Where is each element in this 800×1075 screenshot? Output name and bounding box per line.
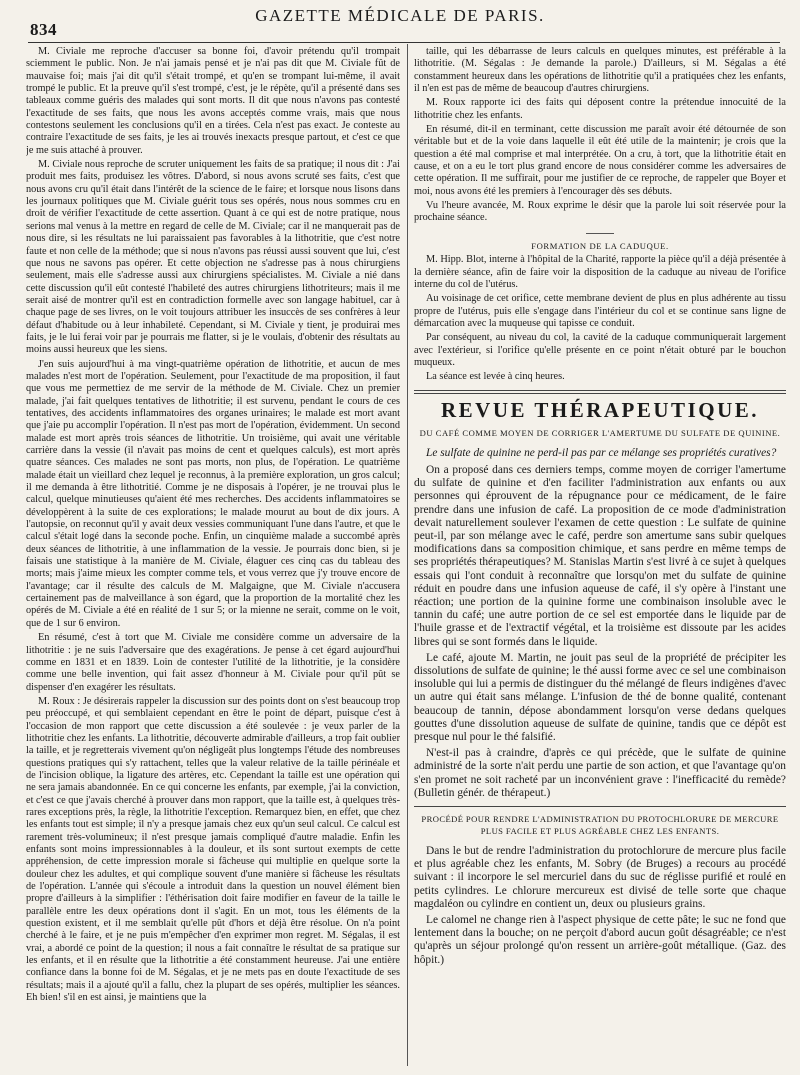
paragraph: Au voisinage de cet orifice, cette membrane devient de plus en plus adhérente au tissu propre de l'utérus, puis elle s'engage dans l'intérieur du col et se continue sans ligne de démarcation avec la muqueuse qui tapisse ce conduit. xyxy=(414,293,786,329)
paragraph: On a proposé dans ces derniers temps, comme moyen de corriger l'amertume du sulfate de quinine et d'en faciliter l'administration aux enfants ou aux personnes qui éprouvent de la répugnance pour ce médicament, de le faire prendre dans une infusion de café. La proposition de ce mode d'administration devait naturellement soulever l'examen de cette question : Le sulfate de quinine peut-il, par son mélange avec le café, perdre son amertume sans subir quelques modifications dans sa composition chimique, et sans perdre en même temps de ses propriétés thérapeutiques? M. Stanislas Martin s'est livré à ce sujet à quelques essais qui l'ont conduit à reconnaître que lorsqu'on met du sulfate de quinine réduit en poudre dans une infusion aqueuse de café, il s'y opère à l'instant une réaction; une portion de la quinine forme une combinaison insoluble avec le tannin du café; une autre portion de ce sel est emportée dans le liquide par de l'huile grasse et de l'extractif végétal, et la troisième est dissoute par les acides libres qui se sont formés dans le liquide. xyxy=(414,463,786,648)
article-title-line: PLUS FACILE ET PLUS AGRÉABLE CHEZ LES ENFANTS. xyxy=(480,826,720,837)
section-rule xyxy=(414,390,786,391)
paragraph: En résumé, c'est à tort que M. Civiale me considère comme un adversaire de la lithotritie : je ne suis l'adversaire que des exagérations. Je pense à cet égard aujourd'hui comme en 1831 et en 1839. Loin de contester l'utilité de la lithotritie, je la considère comme une belle invention, qui fait assez d'honneur à M. Civiale pour qu'il pût se dispenser d'en exagérer les résultats. xyxy=(26,632,400,693)
paragraph: Le calomel ne change rien à l'aspect physique de cette pâte; le suc ne fond que lentement dans la bouche; on ne perçoit d'abord aucun goût désagréable; ce n'est qu'après un séjour prolongé qu'on ressent un arrière-goût métallique. (Gaz. des hôpit.) xyxy=(414,914,786,966)
paragraph: Vu l'heure avancée, M. Roux exprime le désir que la parole lui soit réservée pour la prochaine séance. xyxy=(414,200,786,224)
left-column xyxy=(26,46,400,1062)
section-rule xyxy=(414,393,786,394)
paragraph: Par conséquent, au niveau du col, la cavité de la caduque communiquerait largement avec l'extérieur, si l'orifice qu'elle présente en ce point n'était obturé par le bouchon muqueux. xyxy=(414,332,786,368)
paragraph: M. Roux rapporte ici des faits qui déposent contre la prétendue innocuité de la lithotritie chez les enfants. xyxy=(414,97,786,121)
article-body-protochlorure xyxy=(414,845,786,967)
section-heading-caduque: FORMATION DE LA CADUQUE. xyxy=(531,240,669,251)
section-rule xyxy=(414,806,786,807)
article-body-cafe xyxy=(414,464,786,800)
revue-title: REVUE THÉRAPEUTIQUE. xyxy=(441,397,759,422)
paragraph: Dans le but de rendre l'administration du protochlorure de mercure plus facile et plus agréable chez les enfants, M. Sobry (de Bruges) a recours au procédé suivant : il incorpore le sel mercuriel dans du suc de réglisse purifié et roulé en petits cylindres. Le chlorure mercureux est divisé de telle sorte que chaque magdaléon ou cylindre en contient un, deux ou plusieurs grains. xyxy=(414,845,786,910)
paragraph: M. Civiale nous reproche de scruter uniquement les faits de sa pratique; il nous dit : J'ai produit mes faits, produisez les vôtres. D'abord, si nous avons scruté ses faits, c'est que nous avons cru qu'il était dans l'intérêt de la science de le faire; et lorsque nous lisons dans les journaux politiques que M. Civiale guérit tous ses opérés, nous nous sommes cru en droit de vérifier l'exactitude de cette assertion. Quant à ce qui est de notre pratique, nous serions mal venus à la mettre en regard de celle de M. Civiale; car il ne manquerait pas de nous dire, si les résultats ne lui paraissaient pas favorables à la lithotritie, que c'est notre faute et non celle de la méthode; que si nous n'avons pas réussi aussi souvent que lui, c'est que nous ne savons pas opérer. Et cette objection ne s'adresse pas à nous chirurgiens seulement, mais elle s'adresse aussi aux chirurgiens spécialistes. M. Civiale a nié dans cette discussion qu'il eût contesté l'habileté des autres chirurgiens lithotriteurs; mais il me serait aisé de montrer qu'il est en contradiction formelle avec son langage habituel, car à chaque page de ses livres, on le voit toujours attribuer les insuccès de ses confrères à leur défaut d'habitude ou à leur inhabileté. Cependant, si M. Civiale y tient, je produirai mes faits, je le lui ferai voir par je pourrais me flatter, si je le voulais, d'obtenir des résultats au moins aussi heureux que les siens. xyxy=(26,159,400,356)
article-title-line: PROCÉDÉ POUR RENDRE L'ADMINISTRATION DU PROTOCHLORURE DE MERCURE xyxy=(421,814,779,825)
page-number: 834 xyxy=(30,20,57,39)
paragraph: La séance est levée à cinq heures. xyxy=(426,371,565,383)
paragraph: N'est-il pas à craindre, d'après ce qui précède, que le sulfate de quinine administré de la sorte n'ait perdu une partie de son action, et que l'avantage qu'on s'en promet ne soit racheté par un inconvénient grave : l'inefficacité du remède? (Bulletin génér. de thérapeut.) xyxy=(414,747,786,799)
paragraph: En résumé, dit-il en terminant, cette discussion me paraît avoir été détournée de son véritable but et de la voie dans laquelle il eût été utile de la maintenir; je crois que la question a été mal comprise et mal interprétée. On a cru, à tort, que la lithotritie était en cause, et on a eu le tort plus grand encore de nous considérer comme les adversaires de cette opération. Il me suffirait, pour me justifier de ce reproche, de rappeler que Boyer et moi, nous avons été les premiers à l'encourager dès ses débuts. xyxy=(414,124,786,197)
paragraph: M. Roux : Je désirerais rappeler la discussion sur des points dont on s'est beaucoup trop peu préoccupé, et qui semblaient cependant en être le point de départ, puisque c'est à l'occasion de mon rapport que cette discussion a été soulevée : je veux parler de la lithotritie chez les enfants. La lithotritie, découverte admirable d'ailleurs, a trop fait oublier la taille, et je regretterais vivement qu'on négligeât plus longtemps l'étude des nombreuses questions pratiques qui s'y rattachent, telles que la valeur relative de la taille périnéale et de l'incision oblique, la ligature des artères, etc. Cependant la taille est une opération qui ne sera jamais abandonnée. En ce qui concerne les enfants, par exemple, j'ai la conviction, et c'est ce que j'avais cherché à prouver dans mon rapport, que la taille est, à quelques très-rares exceptions près, la règle, la lithotritie l'exception. Remarquez bien, en effet, que chez les enfants tout est simple; il n'y a presque jamais chez eux qu'un seul calcul. Ce calcul est rarement très-volumineux; il n'est presque jamais compliqué d'autre maladie. Enfin les enfants sont moins impressionnables à la douleur, et ils sont surtout exempts de cette appréhension, de cette impression morale si fâcheuse qui multiplie en quelque sorte la douleur chez les adultes, et qui complique souvent d'une manière si fâcheuse les résultats de l'opération. L'année qui s'écoule a introduit dans la question un nouvel élément bien propre d'ailleurs à la simplifier : l'éthérisation doit faire modifier en faveur de la taille le parallèle entre les deux opérations dont il s'agit. En un mot, tous les éléments de la question existent, et il me semblait qu'elle pût d'hors et déjà être résolue. On n'a point cherché à le faire, et je ne puis m'empêcher d'en exprimer mon regret. M. Ségalas, il est vrai, a abordé ce point de la question; il nous a fait connaître le résultat de sa pratique sur les enfants, et il en résulte que la lithotritie a été constamment heureuse. J'ai une entière confiance dans la bonne foi de M. Ségalas, et je ne mets pas en doute l'exactitude de ses résultats; mais il a ajouté qu'il a fallu, chez la plupart de ses opérés, multiplier les séances. Eh bien! s'il en est ainsi, je maintiens que la xyxy=(26,695,400,1004)
paragraph: M. Civiale me reproche d'accuser sa bonne foi, d'avoir prétendu qu'il trompait sciemment le public. Non. Je n'ai jamais pensé et je n'ai pas dit que M. Civiale fût de mauvaise foi; mais j'ai dit qu'il s'était trompé, et qu'en se trompant lui-même, il avait trompé le public. Et la preuve qu'il s'est trompé, c'est, je le répète, qu'il a présenté dans ses tableaux comme guéris des malades qui sont morts. Il dit que nous n'avons pas contesté l'exactitude de ses faits, que nous les avons acceptés comme vrais, mais que nous contestons seulement les conclusions qu'il en a tirées. Cela n'est pas exact. Je conteste au contraire l'exactitude de ses faits, je les ai trouvés inexacts presque partout, et c'est ce que je me suis attaché à prouver. xyxy=(26,46,400,156)
column-divider xyxy=(407,44,408,1066)
paragraph: M. Hipp. Blot, interne à l'hôpital de la Charité, rapporte la pièce qu'il a déjà présentée à la dernière séance, afin de faire voir la disposition de la caduque au niveau de l'orifice interne du col de l'utérus. xyxy=(414,254,786,290)
paragraph: taille, qui les débarrasse de leurs calculs en quelques minutes, est préférable à la lithotritie. (M. Ségalas : Je demande la parole.) D'ailleurs, si M. Ségalas a été constamment heureux dans les opérations de lithotritie qu'il a pratiquées chez les enfants, il n'en est pas de même de beaucoup d'autres chirurgiens. xyxy=(414,46,786,95)
paragraph: J'en suis aujourd'hui à ma vingt-quatrième opération de lithotritie, et aucun de mes malades n'est mort de l'opération. Seulement, pour l'exactitude de ma proposition, il faut que vous me permettiez de me servir de la méthode de M. Civiale. Chez un premier malade, j'ai fait quelques tentatives de lithotritie; il est survenu, pendant le cours de ces tentatives, des accidents inflammatoires des organes urinaires; le malade est mort avant que j'aie pu accomplir l'opération. Il n'est pas mort de l'opération, évidemment. Un second malade est mort après trois séances de lithotritie. Un troisième, qui avait une véritable carrière dans la vessie (il n'avait pas moins de cent et quelques calculs), est mort après quatre séances. Ces malades ne sont pas morts, non plus, de l'opération. Le quatrième malade était un vieillard chez lequel je reconnus, à la première exploration, un gros calcul; il me demanda à être lithotritié. Comme je ne disposais à l'opérer, je ne trouvai plus le calcul, quelque minutieuses qu'aient été mes recherches. Des accidents inflammatoires se développèrent à la suite de ces explorations; le malade mourut au bout de dix jours. A l'autopsie, on reconnut qu'il y avait deux vessies communiquant l'une dans l'autre, et que le calcul s'était logé dans la seconde poche. Enfin, un cinquième malade a succombé après deux séances de lithotritie, à une inflammation de la vessie. Je pourrais donc bien, si je faisais une statistique à la manière de M. Civiale, élaguer ces cinq cas du tableau des morts; mais j'aime mieux les compter comme tels, et vous verrez que j'y trouve encore de l'avantage; car il résulte des calculs de M. Malgaigne, que M. Civiale n'accusera certainement pas de malveillance à son égard, que la proportion de la mortalité chez les opérés de M. Civiale a été en réalité de 1 sur 5; or la mienne ne serait, comme on le voit, que de 1 sur 6 environ. xyxy=(26,358,400,629)
section-separator xyxy=(586,233,614,234)
paragraph: Le café, ajoute M. Martin, ne jouit pas seul de la propriété de précipiter les dissolutions de sulfate de quinine; le thé aussi forme avec ce sel une combinaison insoluble qui lui a permis de distinguer du thé mélangé de fleurs indigènes d'avec un autre qui était sans mélange. L'infusion de thé de bonne qualité, contenant beaucoup de tannin, dépose abondamment lorsqu'on verse dedans quelques gouttes d'une dissolution aqueuse de sulfate de quinine, tandis que ce dépôt est presque nul pour le thé falsifié. xyxy=(414,651,786,743)
article-title-protochlorure xyxy=(414,813,786,837)
journal-title: GAZETTE MÉDICALE DE PARIS. xyxy=(255,6,545,25)
header-rule xyxy=(28,42,780,43)
article-question: Le sulfate de quinine ne perd-il pas par ce mélange ses propriétés curatives? xyxy=(426,446,777,459)
right-column xyxy=(414,46,786,1062)
article-title-cafe: DU CAFÉ COMME MOYEN DE CORRIGER L'AMERTUME DU SULFATE DE QUININE. xyxy=(419,427,781,438)
